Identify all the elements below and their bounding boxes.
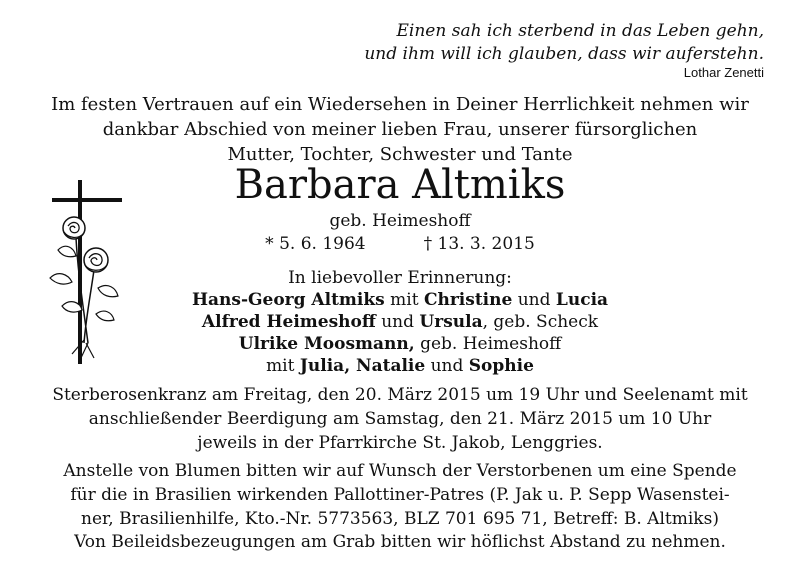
death-date: † 13. 3. 2015 [423,234,535,254]
intro-line-2: dankbar Abschied von meiner lieben Frau, unserer fürsorglichen [102,119,698,140]
memory-heading: In liebevoller Erinnerung: [288,268,512,288]
intro-line-3: Mutter, Tochter, Schwester und Tante [227,144,573,165]
donation-line-1: Anstelle von Blumen bitten wir auf Wunsch der Verstorbenen um eine Spende [63,461,737,481]
deceased-name: Barbara Altmiks [234,162,566,208]
funeral-line-2: anschließender Beerdigung am Samstag, den 21. März 2015 um 10 Uhr [88,409,712,429]
quote-author: Lothar Zenetti [683,65,764,80]
donation-line-2: für die in Brasilien wirkenden Pallottiner-Patres (P. Jak u. P. Sepp Wasenstei- [70,485,730,505]
funeral-line-1: Sterberosenkranz am Freitag, den 20. März 2015 um 19 Uhr und Seelenamt mit [52,385,748,405]
survivor-line-4: mit Julia, Natalie und Sophie [266,356,534,376]
survivors-block [0,267,800,377]
intro-text [0,92,800,167]
donation-line-3: ner, Brasilienhilfe, Kto.-Nr. 5773563, BLZ 701 695 71, Betreff: B. Altmiks) [81,509,719,529]
quote-line-2: und ihm will ich glauben, dass wir auferstehn. [364,44,764,64]
quote-line-1: Einen sah ich sterbend in das Leben gehn, [396,21,764,41]
maiden-name: geb. Heimeshoff [329,211,471,231]
quote-block [364,20,764,66]
survivor-line-1: Hans-Georg Altmiks mit Christine und Lucia [191,290,609,310]
donation-info [0,459,800,531]
funeral-line-3: jeweils in der Pfarrkirche St. Jakob, Lenggries. [197,433,603,453]
funeral-info [0,383,800,455]
birth-date: * 5. 6. 1964 [265,234,366,254]
life-dates [0,233,800,255]
survivor-line-2: Alfred Heimeshoff und Ursula, geb. Scheck [201,312,599,332]
condolences-note: Von Beileidsbezeugungen am Grab bitten wir höflichst Abstand zu nehmen. [74,532,726,552]
survivor-line-3: Ulrike Moosmann, geb. Heimeshoff [238,334,562,354]
intro-line-1: Im festen Vertrauen auf ein Wiedersehen in Deiner Herrlichkeit nehmen wir [51,94,749,115]
